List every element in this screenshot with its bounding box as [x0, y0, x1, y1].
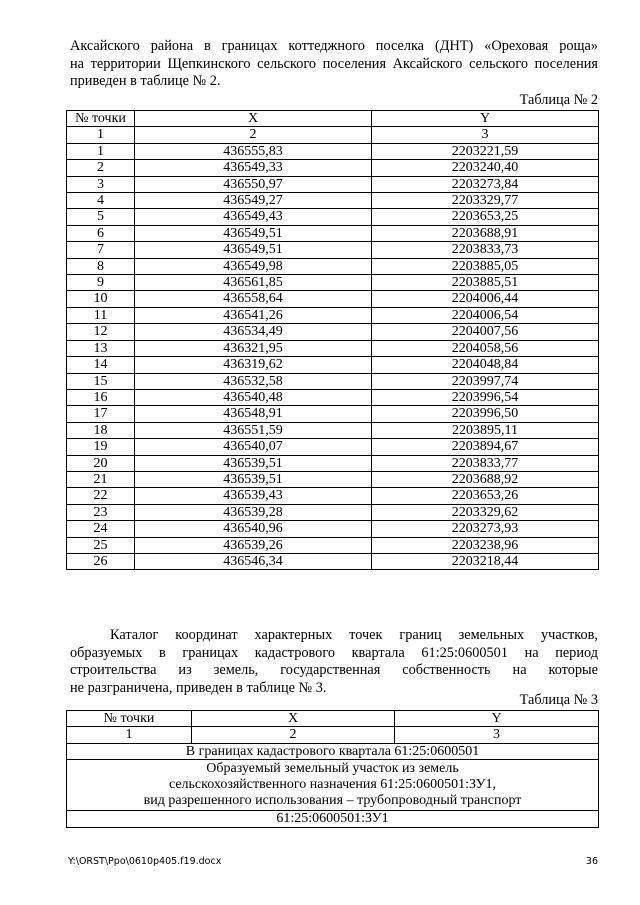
table-row — [67, 242, 599, 258]
x-coordinate-cell: 436534,49 — [135, 324, 372, 340]
x-coordinate-cell: 436550,97 — [135, 176, 372, 192]
x-coordinate-cell: 436540,48 — [135, 389, 372, 405]
point-number-cell: 10 — [67, 291, 135, 307]
table-row — [67, 275, 599, 291]
cadastral-quarter-row — [67, 743, 599, 759]
x-coordinate-cell: 436319,62 — [135, 357, 372, 373]
x-coordinate-cell: 436551,59 — [135, 422, 372, 438]
header-point-number: № точки — [67, 111, 135, 127]
intro-line: Аксайского района в границах коттеджного поселка (ДНТ) «Ореховая роща» — [70, 38, 598, 54]
table-row — [67, 439, 599, 455]
point-number-cell: 8 — [67, 258, 135, 274]
point-number-cell: 2 — [67, 160, 135, 176]
column-number: 2 — [192, 727, 395, 743]
table-header-row — [67, 111, 599, 127]
x-coordinate-cell: 436321,95 — [135, 340, 372, 356]
y-coordinate-cell: 2204007,56 — [372, 324, 599, 340]
x-coordinate-cell: 436540,07 — [135, 439, 372, 455]
table-row — [67, 471, 599, 487]
x-coordinate-cell: 436541,26 — [135, 307, 372, 323]
plot-id-cell: 61:25:0600501:ЗУ1 — [67, 811, 599, 827]
y-coordinate-cell: 2203218,44 — [372, 553, 599, 569]
intro-line: приведен в таблице № 2. — [70, 73, 221, 89]
y-coordinate-cell: 2203273,84 — [372, 176, 599, 192]
point-number-cell: 13 — [67, 340, 135, 356]
table-row — [67, 455, 599, 471]
x-coordinate-cell: 436539,26 — [135, 537, 372, 553]
header-x: X — [135, 111, 372, 127]
plot-description-line: вид разрешенного использования – трубопроводный транспорт — [143, 793, 522, 809]
x-coordinate-cell: 436539,51 — [135, 471, 372, 487]
y-coordinate-cell: 2203329,62 — [372, 504, 599, 520]
point-number-cell: 3 — [67, 176, 135, 192]
catalog-line: Каталог координат характерных точек границ земельных участков, — [110, 627, 598, 643]
x-coordinate-cell: 436539,28 — [135, 504, 372, 520]
y-coordinate-cell: 2203273,93 — [372, 521, 599, 537]
column-number: 2 — [135, 127, 372, 143]
table-row — [67, 291, 599, 307]
y-coordinate-cell: 2203833,77 — [372, 455, 599, 471]
y-coordinate-cell: 2203653,26 — [372, 488, 599, 504]
y-coordinate-cell: 2203688,91 — [372, 225, 599, 241]
footer-file-path: Y:\ORST\Ppo\0610p405.f19.docx — [68, 856, 222, 867]
point-number-cell: 11 — [67, 307, 135, 323]
plot-id-row — [67, 811, 599, 827]
table-row — [67, 504, 599, 520]
y-coordinate-cell: 2203895,11 — [372, 422, 599, 438]
column-number: 1 — [67, 727, 192, 743]
table-row — [67, 422, 599, 438]
y-coordinate-cell: 2204058,56 — [372, 340, 599, 356]
table-row — [67, 160, 599, 176]
y-coordinate-cell: 2203238,96 — [372, 537, 599, 553]
table-row — [67, 209, 599, 225]
table2-caption: Таблица № 2 — [519, 92, 598, 108]
column-number: 3 — [395, 727, 599, 743]
point-number-cell: 26 — [67, 553, 135, 569]
y-coordinate-cell: 2203885,51 — [372, 275, 599, 291]
point-number-cell: 5 — [67, 209, 135, 225]
x-coordinate-cell: 436549,43 — [135, 209, 372, 225]
x-coordinate-cell: 436549,27 — [135, 193, 372, 209]
page-number: 36 — [585, 856, 598, 867]
x-coordinate-cell: 436548,91 — [135, 406, 372, 422]
column-numbering-row — [67, 127, 599, 143]
x-coordinate-cell: 436558,64 — [135, 291, 372, 307]
table-header-row — [67, 711, 599, 727]
catalog-line: строительства из земель, государственная собственность на которые — [70, 662, 598, 678]
point-number-cell: 25 — [67, 537, 135, 553]
table3-caption: Таблица № 3 — [519, 692, 598, 708]
table-row — [67, 373, 599, 389]
header-point-number: № точки — [67, 711, 192, 727]
y-coordinate-cell: 2203221,59 — [372, 143, 599, 159]
y-coordinate-cell: 2204006,54 — [372, 307, 599, 323]
catalog-line: не разграничена, приведен в таблице № 3. — [70, 679, 327, 696]
y-coordinate-cell: 2203885,05 — [372, 258, 599, 274]
table-row — [67, 406, 599, 422]
coordinates-table-3 — [66, 710, 599, 828]
table-row — [67, 143, 599, 159]
y-coordinate-cell: 2204006,44 — [372, 291, 599, 307]
table-row — [67, 389, 599, 405]
table-row — [67, 176, 599, 192]
table-row — [67, 357, 599, 373]
point-number-cell: 23 — [67, 504, 135, 520]
column-numbering-row — [67, 727, 599, 743]
plot-description-line: Образуемый земельный участок из земель — [206, 761, 459, 777]
x-coordinate-cell: 436549,51 — [135, 242, 372, 258]
point-number-cell: 14 — [67, 357, 135, 373]
coordinates-table-2 — [66, 110, 599, 570]
x-coordinate-cell: 436532,58 — [135, 373, 372, 389]
table-row — [67, 324, 599, 340]
table2-body — [67, 143, 599, 570]
table-row — [67, 537, 599, 553]
point-number-cell: 15 — [67, 373, 135, 389]
x-coordinate-cell: 436539,51 — [135, 455, 372, 471]
intro-line: на территории Щепкинского сельского поселения Аксайского сельского поселения — [70, 55, 598, 72]
x-coordinate-cell: 436546,34 — [135, 553, 372, 569]
table-row — [67, 488, 599, 504]
y-coordinate-cell: 2204048,84 — [372, 357, 599, 373]
plot-description-row — [67, 760, 599, 811]
x-coordinate-cell: 436561,85 — [135, 275, 372, 291]
catalog-paragraph — [70, 627, 598, 697]
y-coordinate-cell: 2203329,77 — [372, 193, 599, 209]
y-coordinate-cell: 2203996,54 — [372, 389, 599, 405]
point-number-cell: 19 — [67, 439, 135, 455]
header-x: X — [192, 711, 395, 727]
y-coordinate-cell: 2203996,50 — [372, 406, 599, 422]
point-number-cell: 24 — [67, 521, 135, 537]
y-coordinate-cell: 2203997,74 — [372, 373, 599, 389]
x-coordinate-cell: 436549,33 — [135, 160, 372, 176]
table-row — [67, 553, 599, 569]
table-row — [67, 193, 599, 209]
point-number-cell: 18 — [67, 422, 135, 438]
point-number-cell: 17 — [67, 406, 135, 422]
catalog-line: образуемых в границах кадастрового квартала 61:25:0600501 на период — [70, 644, 598, 661]
point-number-cell: 6 — [67, 225, 135, 241]
point-number-cell: 1 — [67, 143, 135, 159]
point-number-cell: 9 — [67, 275, 135, 291]
table-row — [67, 307, 599, 323]
header-y: Y — [395, 711, 599, 727]
point-number-cell: 22 — [67, 488, 135, 504]
table-row — [67, 225, 599, 241]
y-coordinate-cell: 2203894,67 — [372, 439, 599, 455]
point-number-cell: 21 — [67, 471, 135, 487]
point-number-cell: 16 — [67, 389, 135, 405]
point-number-cell: 7 — [67, 242, 135, 258]
x-coordinate-cell: 436549,51 — [135, 225, 372, 241]
x-coordinate-cell: 436539,43 — [135, 488, 372, 504]
x-coordinate-cell: 436549,98 — [135, 258, 372, 274]
column-number: 1 — [67, 127, 135, 143]
table-row — [67, 340, 599, 356]
cadastral-quarter-cell: В границах кадастрового квартала 61:25:0600501 — [67, 743, 599, 759]
plot-description-line: сельскохозяйственного назначения 61:25:0600501:ЗУ1, — [168, 777, 497, 793]
header-y: Y — [372, 111, 599, 127]
point-number-cell: 12 — [67, 324, 135, 340]
table-row — [67, 521, 599, 537]
point-number-cell: 20 — [67, 455, 135, 471]
plot-description-cell — [67, 760, 599, 811]
x-coordinate-cell: 436540,96 — [135, 521, 372, 537]
column-number: 3 — [372, 127, 599, 143]
intro-paragraph — [70, 38, 598, 91]
y-coordinate-cell: 2203240,40 — [372, 160, 599, 176]
point-number-cell: 4 — [67, 193, 135, 209]
y-coordinate-cell: 2203653,25 — [372, 209, 599, 225]
y-coordinate-cell: 2203833,73 — [372, 242, 599, 258]
y-coordinate-cell: 2203688,92 — [372, 471, 599, 487]
x-coordinate-cell: 436555,83 — [135, 143, 372, 159]
table-row — [67, 258, 599, 274]
